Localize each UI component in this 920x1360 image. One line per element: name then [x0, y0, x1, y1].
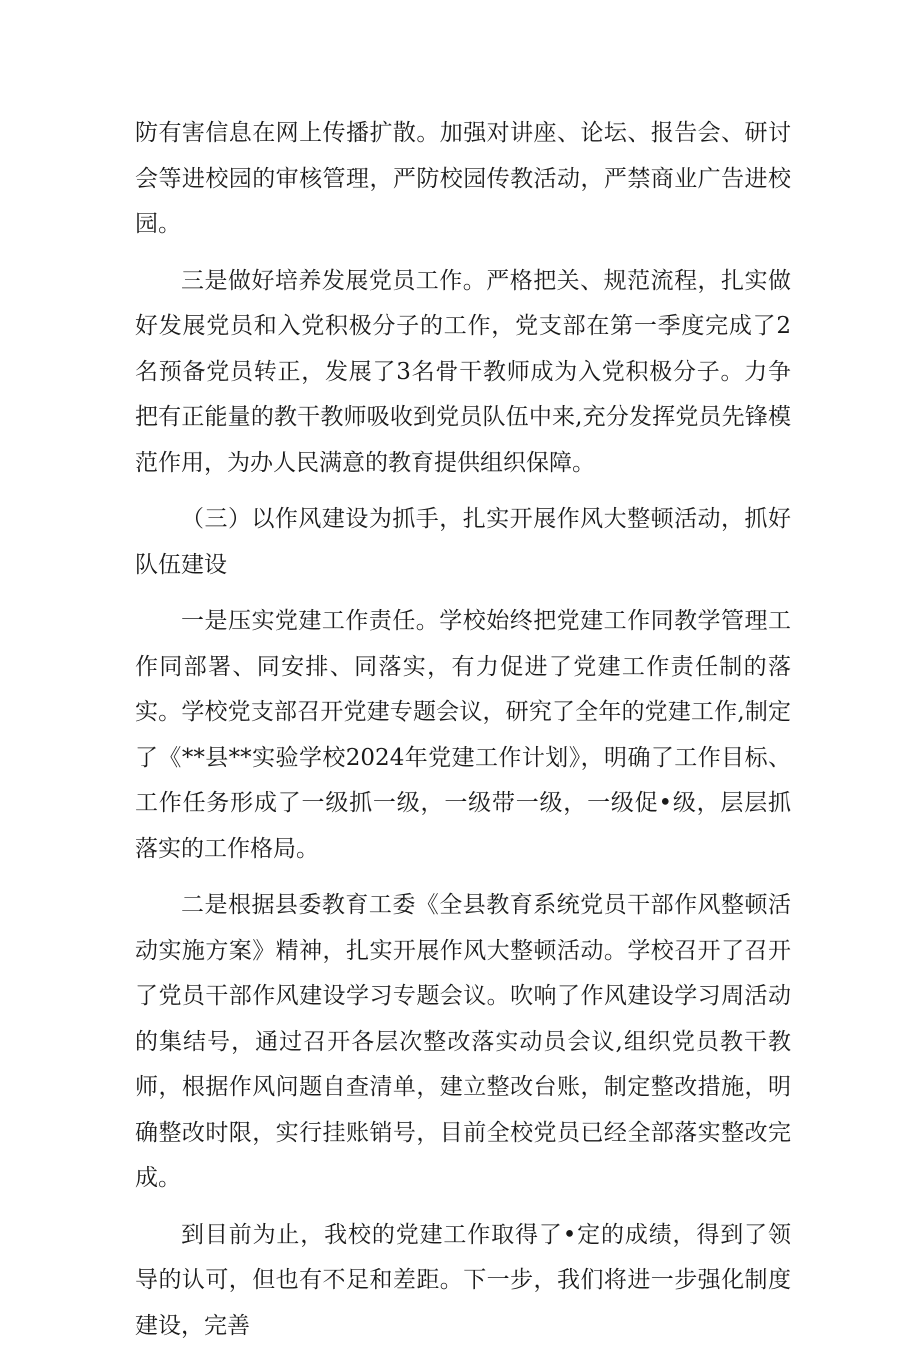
paragraph-responsibility: 一是压实党建工作责任。学校始终把党建工作同教学管理工作同部署、同安排、同落实，有力促进了党建工作责任制的落实。学校党支部召开党建专题会议，研究了全年的党建工作,制定了《**县**实验学校2024年党建工作计划》，明确了工作目标、工作任务形成了一级抓一级，一级带一级，一级促•级，层层抓落实的工作格局。	[135, 608, 791, 862]
section-heading-work-style: （三）以作风建设为抓手，扎实开展作风大整顿活动，抓好队伍建设	[135, 506, 791, 578]
document-body	[135, 111, 791, 1360]
paragraph-rectification: 二是根据县委教育工委《全县教育系统党员干部作风整顿活动实施方案》精神，扎实开展作风大整顿活动。学校召开了召开了党员干部作风建设学习专题会议。吹响了作风建设学习周活动的集结号，通过召开各层次整改落实动员会议,组织党员教干教师，根据作风问题自查清单，建立整改台账，制定整改措施，明确整改时限，实行挂账销号，目前全校党员已经全部落实整改完成。	[135, 892, 791, 1191]
paragraph-party-member-development: 三是做好培养发展党员工作。严格把关、规范流程，扎实做好发展党员和入党积极分子的工作，党支部在第一季度完成了2名预备党员转正，发展了3名骨干教师成为入党积极分子。力争把有正能量的教干教师吸收到党员队伍中来,充分发挥党员先锋模范作用，为办人民满意的教育提供组织保障。	[135, 267, 791, 476]
paragraph-continuation: 防有害信息在网上传播扩散。加强对讲座、论坛、报告会、研讨会等进校园的审核管理，严防校园传教活动，严禁商业广告进校园。	[135, 120, 791, 237]
paragraph-summary: 到目前为止，我校的党建工作取得了•定的成绩，得到了领导的认可，但也有不足和差距。下一步，我们将进一步强化制度建设，完善	[135, 1221, 791, 1339]
